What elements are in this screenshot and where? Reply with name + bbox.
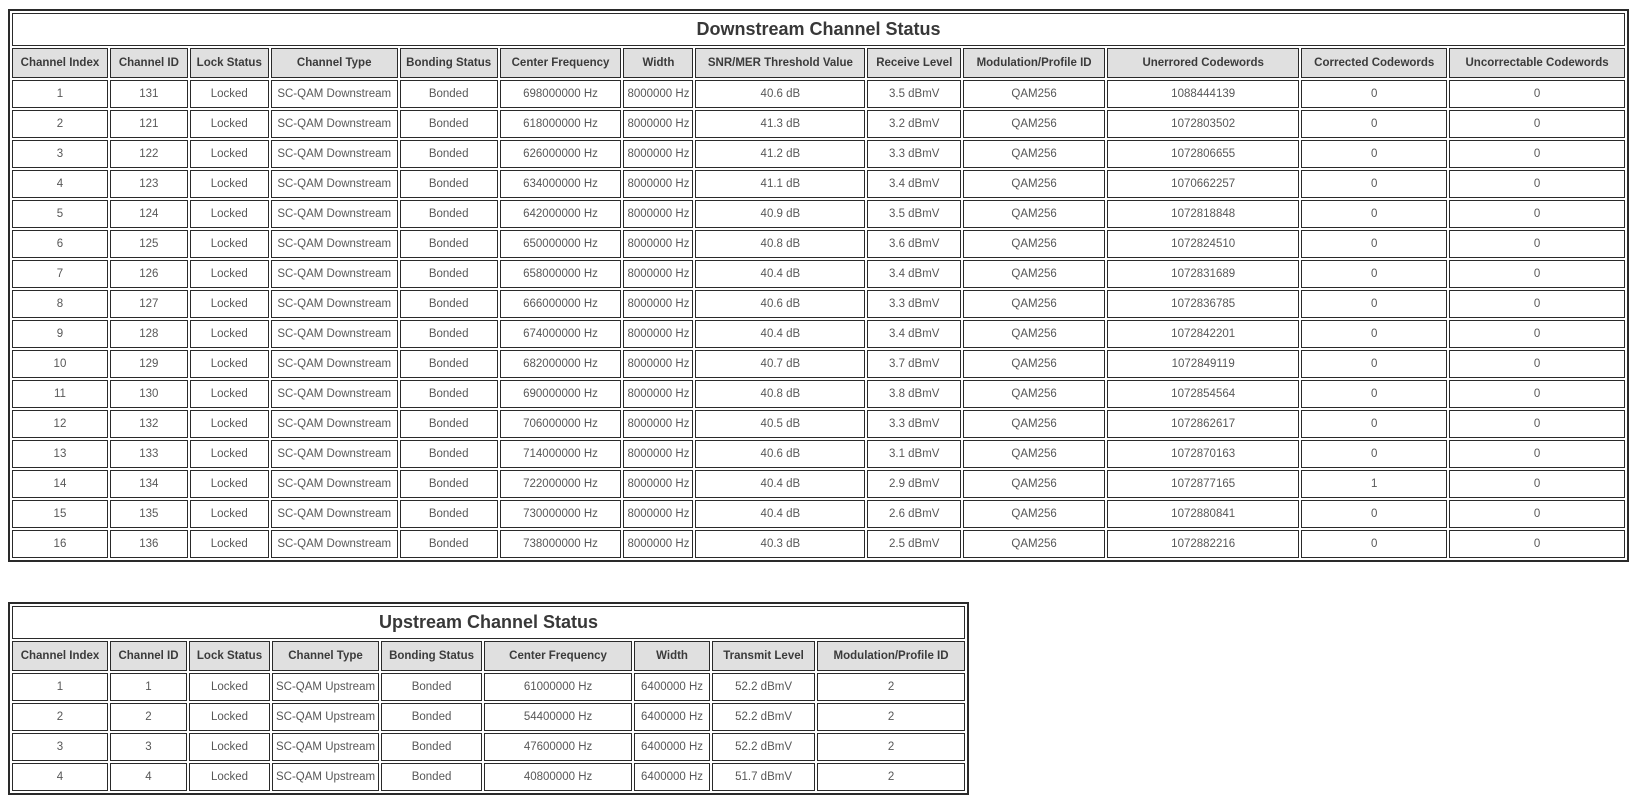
table-cell: 126 [110, 260, 188, 288]
table-cell: Bonded [400, 140, 498, 168]
table-cell: 41.2 dB [695, 140, 865, 168]
table-row [12, 170, 1625, 198]
table-row [12, 140, 1625, 168]
table-cell: 13 [12, 440, 108, 468]
table-cell: Locked [190, 350, 269, 378]
column-header: Width [623, 48, 693, 78]
table-cell: Locked [190, 260, 269, 288]
column-header: Channel Type [271, 48, 398, 78]
table-cell: Bonded [400, 290, 498, 318]
table-cell: 1072831689 [1107, 260, 1299, 288]
table-cell: SC-QAM Upstream [272, 703, 379, 731]
table-cell: SC-QAM Downstream [271, 170, 398, 198]
table-cell: Bonded [400, 470, 498, 498]
table-cell: 2 [12, 703, 108, 731]
table-cell: 0 [1301, 530, 1447, 558]
table-cell: 1072818848 [1107, 200, 1299, 228]
table-cell: 61000000 Hz [484, 673, 632, 701]
table-cell: 658000000 Hz [500, 260, 622, 288]
table-cell: Locked [189, 673, 270, 701]
table-cell: 3 [12, 140, 108, 168]
column-header: Center Frequency [484, 641, 632, 671]
table-row [12, 733, 965, 761]
table-cell: 136 [110, 530, 188, 558]
table-cell: 8000000 Hz [623, 170, 693, 198]
upstream-channel-status-table [8, 602, 969, 795]
table-cell: 2 [12, 110, 108, 138]
table-cell: 11 [12, 380, 108, 408]
table-cell: Locked [190, 440, 269, 468]
upstream-title-row [12, 606, 965, 639]
downstream-table-title: Downstream Channel Status [12, 13, 1625, 46]
table-cell: Bonded [381, 733, 482, 761]
table-cell: 1072880841 [1107, 500, 1299, 528]
table-cell: 3.3 dBmV [867, 140, 961, 168]
table-cell: 714000000 Hz [500, 440, 622, 468]
table-cell: 1072836785 [1107, 290, 1299, 318]
table-cell: 0 [1301, 380, 1447, 408]
table-cell: SC-QAM Downstream [271, 410, 398, 438]
table-cell: 132 [110, 410, 188, 438]
table-cell: 0 [1301, 500, 1447, 528]
table-cell: 5 [12, 200, 108, 228]
table-cell: 40.8 dB [695, 230, 865, 258]
table-cell: 6400000 Hz [634, 703, 710, 731]
table-cell: 8000000 Hz [623, 320, 693, 348]
table-cell: Bonded [400, 80, 498, 108]
table-cell: SC-QAM Downstream [271, 320, 398, 348]
table-cell: 0 [1449, 230, 1625, 258]
table-row [12, 200, 1625, 228]
table-cell: 1072806655 [1107, 140, 1299, 168]
table-cell: 6400000 Hz [634, 673, 710, 701]
table-row [12, 320, 1625, 348]
table-cell: Locked [190, 140, 269, 168]
table-cell: Locked [190, 110, 269, 138]
table-cell: 0 [1301, 80, 1447, 108]
table-cell: 3.8 dBmV [867, 380, 961, 408]
table-cell: 2 [817, 703, 965, 731]
table-cell: QAM256 [963, 440, 1105, 468]
table-cell: 1 [12, 80, 108, 108]
column-header: Channel ID [110, 48, 188, 78]
table-cell: 3.4 dBmV [867, 170, 961, 198]
table-cell: 1072803502 [1107, 110, 1299, 138]
table-cell: SC-QAM Downstream [271, 380, 398, 408]
table-cell: 1072854564 [1107, 380, 1299, 408]
table-cell: 2 [817, 673, 965, 701]
table-cell: 40.6 dB [695, 80, 865, 108]
table-cell: 0 [1301, 140, 1447, 168]
table-cell: Bonded [400, 440, 498, 468]
table-cell: QAM256 [963, 140, 1105, 168]
table-cell: 3 [110, 733, 187, 761]
table-cell: 4 [12, 170, 108, 198]
table-cell: 1072882216 [1107, 530, 1299, 558]
table-cell: Locked [190, 200, 269, 228]
table-cell: 15 [12, 500, 108, 528]
table-cell: 40800000 Hz [484, 763, 632, 791]
channel-status-page [8, 9, 1629, 795]
table-cell: QAM256 [963, 350, 1105, 378]
table-cell: 1072862617 [1107, 410, 1299, 438]
table-cell: 40.4 dB [695, 500, 865, 528]
table-cell: 0 [1449, 320, 1625, 348]
table-cell: Locked [189, 763, 270, 791]
table-cell: 40.8 dB [695, 380, 865, 408]
table-cell: 124 [110, 200, 188, 228]
table-cell: 14 [12, 470, 108, 498]
table-cell: 8000000 Hz [623, 350, 693, 378]
upstream-header-row [12, 641, 965, 671]
table-row [12, 80, 1625, 108]
table-cell: Locked [189, 703, 270, 731]
table-cell: Bonded [400, 230, 498, 258]
table-cell: 47600000 Hz [484, 733, 632, 761]
table-cell: Bonded [400, 320, 498, 348]
table-cell: 123 [110, 170, 188, 198]
table-cell: Locked [190, 470, 269, 498]
table-cell: Bonded [400, 410, 498, 438]
table-cell: Bonded [400, 170, 498, 198]
table-cell: QAM256 [963, 290, 1105, 318]
table-cell: 40.4 dB [695, 470, 865, 498]
table-cell: 51.7 dBmV [712, 763, 815, 791]
table-cell: 666000000 Hz [500, 290, 622, 318]
table-cell: 0 [1301, 110, 1447, 138]
table-cell: 8000000 Hz [623, 80, 693, 108]
table-cell: 618000000 Hz [500, 110, 622, 138]
column-header: SNR/MER Threshold Value [695, 48, 865, 78]
table-cell: Locked [190, 290, 269, 318]
table-cell: 0 [1301, 170, 1447, 198]
table-cell: 0 [1449, 350, 1625, 378]
table-cell: QAM256 [963, 470, 1105, 498]
table-cell: 3.3 dBmV [867, 290, 961, 318]
table-cell: SC-QAM Downstream [271, 80, 398, 108]
table-cell: 1072849119 [1107, 350, 1299, 378]
table-cell: 16 [12, 530, 108, 558]
table-cell: 40.6 dB [695, 440, 865, 468]
table-cell: 2.9 dBmV [867, 470, 961, 498]
table-cell: 0 [1449, 290, 1625, 318]
table-cell: 730000000 Hz [500, 500, 622, 528]
table-cell: 7 [12, 260, 108, 288]
table-cell: SC-QAM Downstream [271, 440, 398, 468]
table-cell: 135 [110, 500, 188, 528]
column-header: Bonding Status [400, 48, 498, 78]
column-header: Receive Level [867, 48, 961, 78]
table-cell: 1 [110, 673, 187, 701]
table-cell: 8000000 Hz [623, 380, 693, 408]
table-cell: Bonded [381, 673, 482, 701]
column-header: Lock Status [190, 48, 269, 78]
table-cell: QAM256 [963, 200, 1105, 228]
table-cell: 1070662257 [1107, 170, 1299, 198]
table-cell: 54400000 Hz [484, 703, 632, 731]
table-cell: QAM256 [963, 380, 1105, 408]
table-cell: 2 [817, 733, 965, 761]
table-cell: 40.9 dB [695, 200, 865, 228]
column-header: Uncorrectable Codewords [1449, 48, 1625, 78]
table-cell: 8000000 Hz [623, 230, 693, 258]
table-cell: 6400000 Hz [634, 763, 710, 791]
table-row [12, 290, 1625, 318]
table-cell: 1072842201 [1107, 320, 1299, 348]
table-cell: SC-QAM Downstream [271, 470, 398, 498]
table-cell: 131 [110, 80, 188, 108]
table-cell: Bonded [400, 380, 498, 408]
table-cell: QAM256 [963, 110, 1105, 138]
table-cell: 6 [12, 230, 108, 258]
table-cell: 134 [110, 470, 188, 498]
table-cell: 3.4 dBmV [867, 320, 961, 348]
table-cell: 0 [1449, 440, 1625, 468]
downstream-header-row [12, 48, 1625, 78]
table-cell: Bonded [400, 500, 498, 528]
table-cell: 130 [110, 380, 188, 408]
table-cell: SC-QAM Upstream [272, 763, 379, 791]
table-cell: 3.4 dBmV [867, 260, 961, 288]
table-cell: 12 [12, 410, 108, 438]
table-cell: 634000000 Hz [500, 170, 622, 198]
table-cell: QAM256 [963, 260, 1105, 288]
table-cell: 3.1 dBmV [867, 440, 961, 468]
table-row [12, 110, 1625, 138]
table-cell: Locked [190, 80, 269, 108]
table-cell: 0 [1449, 140, 1625, 168]
table-cell: 10 [12, 350, 108, 378]
table-cell: 0 [1301, 200, 1447, 228]
table-row [12, 350, 1625, 378]
table-cell: QAM256 [963, 410, 1105, 438]
table-row [12, 530, 1625, 558]
table-cell: Bonded [400, 110, 498, 138]
table-cell: 1072824510 [1107, 230, 1299, 258]
table-row [12, 260, 1625, 288]
table-cell: 8000000 Hz [623, 110, 693, 138]
table-cell: 0 [1449, 410, 1625, 438]
table-cell: 8000000 Hz [623, 290, 693, 318]
column-header: Unerrored Codewords [1107, 48, 1299, 78]
table-row [12, 703, 965, 731]
table-cell: SC-QAM Downstream [271, 290, 398, 318]
table-cell: 0 [1449, 500, 1625, 528]
table-cell: 52.2 dBmV [712, 733, 815, 761]
table-cell: SC-QAM Upstream [272, 673, 379, 701]
table-cell: 9 [12, 320, 108, 348]
table-cell: SC-QAM Downstream [271, 230, 398, 258]
table-cell: 121 [110, 110, 188, 138]
table-cell: 4 [110, 763, 187, 791]
table-cell: 122 [110, 140, 188, 168]
table-cell: 6400000 Hz [634, 733, 710, 761]
table-cell: SC-QAM Downstream [271, 530, 398, 558]
table-cell: QAM256 [963, 80, 1105, 108]
table-cell: 0 [1449, 380, 1625, 408]
table-cell: 40.5 dB [695, 410, 865, 438]
table-cell: 1088444139 [1107, 80, 1299, 108]
table-cell: 40.7 dB [695, 350, 865, 378]
table-cell: 1072877165 [1107, 470, 1299, 498]
table-cell: 41.1 dB [695, 170, 865, 198]
table-row [12, 763, 965, 791]
column-header: Channel ID [110, 641, 187, 671]
table-cell: 3.5 dBmV [867, 200, 961, 228]
table-cell: 3.2 dBmV [867, 110, 961, 138]
table-cell: 8000000 Hz [623, 530, 693, 558]
table-cell: 128 [110, 320, 188, 348]
table-cell: 1 [1301, 470, 1447, 498]
table-cell: Locked [190, 380, 269, 408]
table-cell: 1072870163 [1107, 440, 1299, 468]
column-header: Transmit Level [712, 641, 815, 671]
table-cell: 8000000 Hz [623, 410, 693, 438]
table-row [12, 470, 1625, 498]
table-cell: Locked [190, 320, 269, 348]
table-cell: Locked [190, 410, 269, 438]
table-cell: SC-QAM Downstream [271, 350, 398, 378]
table-cell: 40.4 dB [695, 260, 865, 288]
table-cell: 0 [1449, 530, 1625, 558]
table-cell: QAM256 [963, 320, 1105, 348]
table-cell: 3.5 dBmV [867, 80, 961, 108]
table-cell: Locked [190, 170, 269, 198]
table-cell: 40.4 dB [695, 320, 865, 348]
table-cell: 0 [1301, 440, 1447, 468]
table-cell: 0 [1301, 260, 1447, 288]
table-row [12, 410, 1625, 438]
table-cell: 0 [1449, 200, 1625, 228]
table-cell: Locked [189, 733, 270, 761]
table-row [12, 380, 1625, 408]
table-cell: 52.2 dBmV [712, 673, 815, 701]
table-cell: SC-QAM Downstream [271, 140, 398, 168]
table-cell: 3.7 dBmV [867, 350, 961, 378]
table-cell: 129 [110, 350, 188, 378]
column-header: Channel Index [12, 641, 108, 671]
column-header: Width [634, 641, 710, 671]
table-cell: 0 [1301, 290, 1447, 318]
table-cell: 722000000 Hz [500, 470, 622, 498]
table-cell: Locked [190, 500, 269, 528]
table-cell: Bonded [400, 350, 498, 378]
column-header: Modulation/Profile ID [817, 641, 965, 671]
downstream-channel-status-table [8, 9, 1629, 562]
table-cell: 2 [110, 703, 187, 731]
upstream-table-title: Upstream Channel Status [12, 606, 965, 639]
table-cell: 642000000 Hz [500, 200, 622, 228]
table-cell: Bonded [381, 703, 482, 731]
table-cell: Locked [190, 530, 269, 558]
table-cell: 8000000 Hz [623, 140, 693, 168]
table-cell: 8000000 Hz [623, 470, 693, 498]
column-header: Center Frequency [500, 48, 622, 78]
table-cell: 0 [1301, 410, 1447, 438]
table-cell: 0 [1449, 260, 1625, 288]
table-cell: 8000000 Hz [623, 440, 693, 468]
table-cell: 40.3 dB [695, 530, 865, 558]
column-header: Bonding Status [381, 641, 482, 671]
table-cell: Bonded [400, 530, 498, 558]
table-cell: 2.6 dBmV [867, 500, 961, 528]
table-cell: Bonded [400, 260, 498, 288]
table-row [12, 230, 1625, 258]
table-cell: 0 [1301, 350, 1447, 378]
table-cell: 8 [12, 290, 108, 318]
table-cell: 125 [110, 230, 188, 258]
table-cell: 0 [1449, 170, 1625, 198]
table-cell: 8000000 Hz [623, 500, 693, 528]
table-cell: 3.6 dBmV [867, 230, 961, 258]
column-header: Lock Status [189, 641, 270, 671]
column-header: Corrected Codewords [1301, 48, 1447, 78]
downstream-table-body [12, 80, 1625, 558]
table-cell: SC-QAM Downstream [271, 260, 398, 288]
table-cell: 52.2 dBmV [712, 703, 815, 731]
table-cell: 0 [1301, 230, 1447, 258]
table-cell: 0 [1301, 320, 1447, 348]
table-row [12, 500, 1625, 528]
table-cell: 2.5 dBmV [867, 530, 961, 558]
table-cell: SC-QAM Downstream [271, 110, 398, 138]
table-cell: QAM256 [963, 230, 1105, 258]
table-cell: 0 [1449, 470, 1625, 498]
table-row [12, 440, 1625, 468]
table-cell: Bonded [381, 763, 482, 791]
table-cell: 8000000 Hz [623, 260, 693, 288]
table-cell: 698000000 Hz [500, 80, 622, 108]
table-cell: 3 [12, 733, 108, 761]
table-cell: 682000000 Hz [500, 350, 622, 378]
table-cell: 650000000 Hz [500, 230, 622, 258]
table-cell: QAM256 [963, 530, 1105, 558]
table-cell: SC-QAM Upstream [272, 733, 379, 761]
table-cell: QAM256 [963, 500, 1105, 528]
column-header: Channel Type [272, 641, 379, 671]
table-cell: 674000000 Hz [500, 320, 622, 348]
table-cell: QAM256 [963, 170, 1105, 198]
table-cell: Locked [190, 230, 269, 258]
table-cell: 40.6 dB [695, 290, 865, 318]
table-cell: Bonded [400, 200, 498, 228]
column-header: Modulation/Profile ID [963, 48, 1105, 78]
table-cell: 8000000 Hz [623, 200, 693, 228]
table-cell: 133 [110, 440, 188, 468]
table-cell: 0 [1449, 110, 1625, 138]
table-cell: 0 [1449, 80, 1625, 108]
table-cell: 4 [12, 763, 108, 791]
table-cell: 738000000 Hz [500, 530, 622, 558]
table-cell: 3.3 dBmV [867, 410, 961, 438]
table-cell: 690000000 Hz [500, 380, 622, 408]
column-header: Channel Index [12, 48, 108, 78]
downstream-title-row [12, 13, 1625, 46]
table-cell: SC-QAM Downstream [271, 200, 398, 228]
table-cell: SC-QAM Downstream [271, 500, 398, 528]
table-cell: 706000000 Hz [500, 410, 622, 438]
table-row [12, 673, 965, 701]
table-cell: 626000000 Hz [500, 140, 622, 168]
table-cell: 127 [110, 290, 188, 318]
upstream-table-body [12, 673, 965, 791]
table-cell: 41.3 dB [695, 110, 865, 138]
table-cell: 1 [12, 673, 108, 701]
table-cell: 2 [817, 763, 965, 791]
